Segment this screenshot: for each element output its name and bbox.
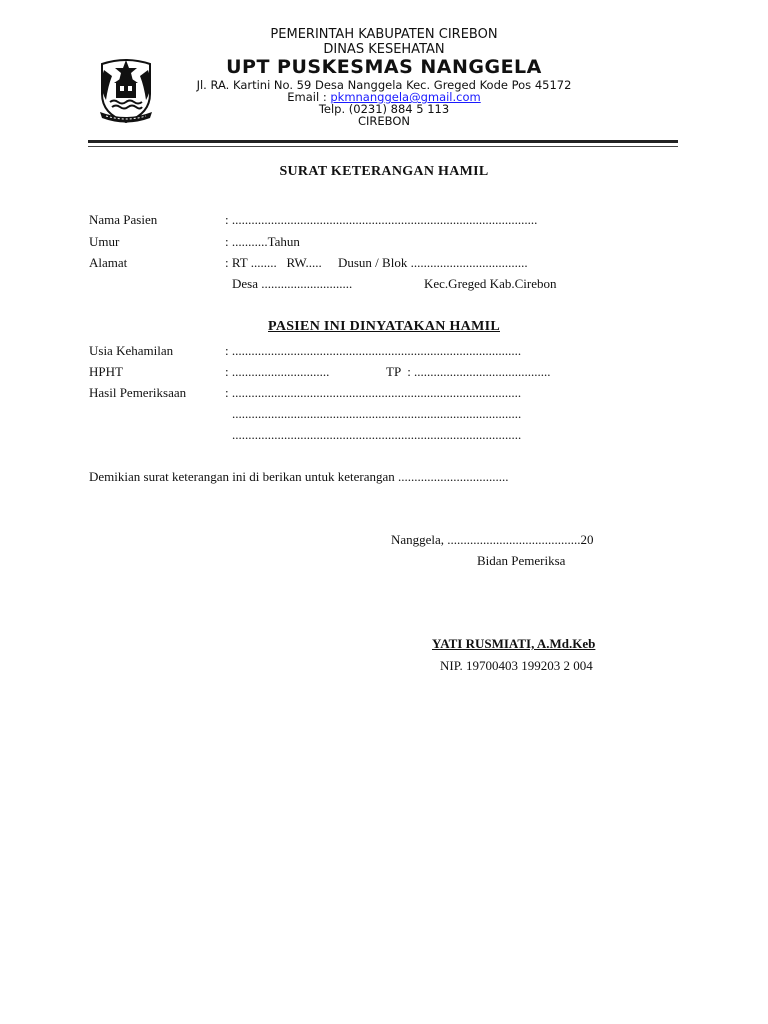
- patient-age-label: Umur: [89, 234, 120, 249]
- gestation-field: : .........................................................................................: [225, 343, 522, 358]
- letterhead-rule-thin: [88, 146, 678, 147]
- signer-name: YATI RUSMIATI, A.Md.Keb: [432, 636, 596, 651]
- email-label: Email :: [287, 90, 331, 104]
- letterhead-rule-thick: [88, 140, 678, 143]
- patient-district-text: Kec.Greged Kab.Cirebon: [424, 276, 557, 291]
- letterhead-address: Jl. RA. Kartini No. 59 Desa Nanggela Kec. Greged Kode Pos 45172: [196, 78, 572, 92]
- tp-field: TP : ..........................................: [386, 364, 551, 379]
- patient-address-label: Alamat: [89, 255, 128, 270]
- letterhead-city: CIREBON: [357, 114, 411, 128]
- patient-name-label: Nama Pasien: [89, 212, 158, 227]
- signer-nip: NIP. 19700403 199203 2 004: [440, 658, 593, 673]
- letterhead-government: PEMERINTAH KABUPATEN CIREBON: [270, 27, 498, 42]
- exam-result-line-3: .........................................................................................: [232, 427, 522, 442]
- letterhead-institution: UPT PUSKESMAS NANGGELA: [226, 56, 542, 78]
- hpht-field: : ..............................: [225, 364, 330, 379]
- patient-address-field: : RT ........ RW..... Dusun / Blok ....................................: [225, 255, 528, 270]
- letterhead-agency: DINAS KESEHATAN: [323, 42, 445, 57]
- place-date-field: Nanggela, .........................................20: [391, 532, 594, 547]
- patient-name-field: : ..............................................................................................: [225, 212, 538, 227]
- patient-village-field: Desa ............................: [232, 276, 353, 291]
- pregnancy-statement-heading: PASIEN INI DINYATAKAN HAMIL: [268, 319, 500, 334]
- letterhead-phone: Telp. (0231) 884 5 113: [318, 102, 450, 116]
- hpht-label: HPHT: [89, 364, 123, 379]
- exam-result-label: Hasil Pemeriksaan: [89, 385, 187, 400]
- gestation-label: Usia Kehamilan: [89, 343, 174, 358]
- signer-role: Bidan Pemeriksa: [477, 553, 566, 568]
- patient-age-field: : ...........Tahun: [225, 234, 300, 249]
- closing-statement: Demikian surat keterangan ini di berikan untuk keterangan ..................................: [89, 469, 509, 484]
- exam-result-line-2: .........................................................................................: [232, 406, 522, 421]
- email-link[interactable]: pkmnanggela@gmail.com: [330, 90, 481, 104]
- exam-result-field: : .........................................................................................: [225, 385, 522, 400]
- document-title: SURAT KETERANGAN HAMIL: [279, 164, 489, 179]
